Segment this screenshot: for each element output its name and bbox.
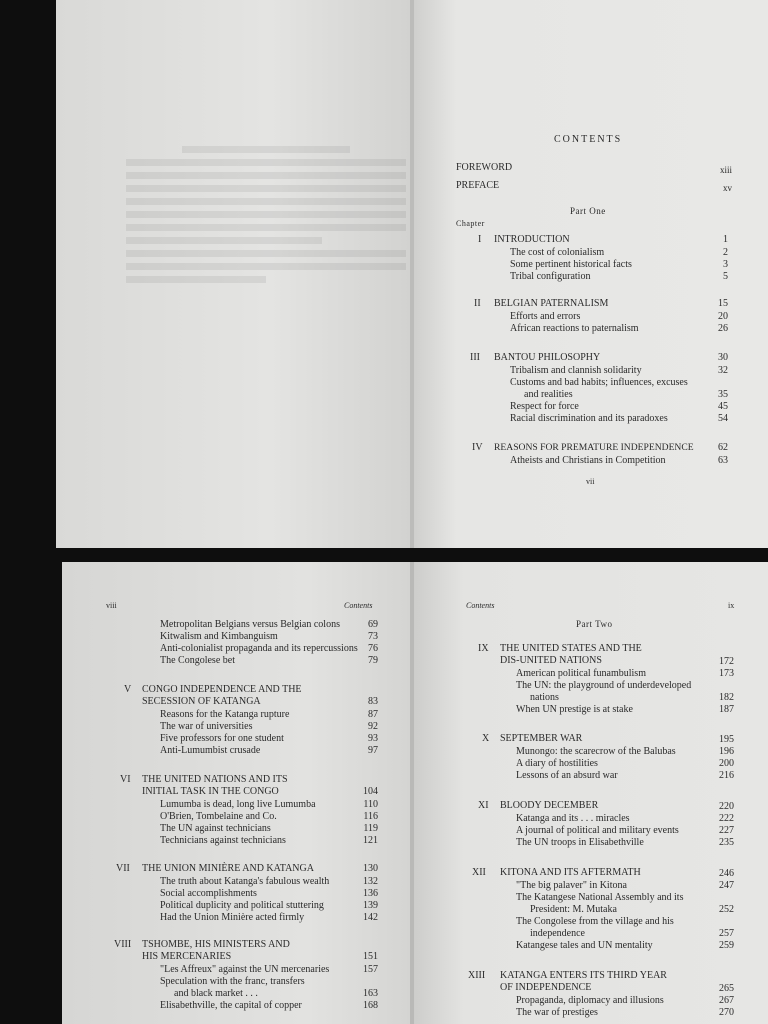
section-page: 76 <box>368 643 378 654</box>
contents-page-vii <box>414 0 768 548</box>
chapter-numeral: VIII <box>114 939 132 950</box>
chapter-page: 62 <box>718 442 728 453</box>
section-title-continued: and realities <box>524 389 573 400</box>
chapter-page: 15 <box>718 298 728 309</box>
section-page: 26 <box>718 323 728 334</box>
section-page: 259 <box>719 940 734 951</box>
chapter-title-line2: INITIAL TASK IN THE CONGO <box>142 786 279 797</box>
section-page: 87 <box>368 709 378 720</box>
section-page: 97 <box>368 745 378 756</box>
section-title: Elisabethville, the capital of copper <box>160 1000 302 1011</box>
chapter-page: 30 <box>718 352 728 363</box>
section-title: Had the Union Minière acted firmly <box>160 912 305 923</box>
section-title: Tribalism and clannish solidarity <box>510 365 642 376</box>
section-title: Anti-colonialist propaganda and its repercussions <box>160 643 358 654</box>
chapter-title: BANTOU PHILOSOPHY <box>494 352 601 363</box>
toc-entry-foreword: FOREWORD <box>456 162 513 173</box>
chapter-column-label: Chapter <box>456 219 485 228</box>
chapter-numeral: XII <box>472 867 486 878</box>
chapter-numeral: XIII <box>468 970 486 981</box>
show-through-shadow <box>126 140 406 340</box>
chapter-page: 265 <box>719 983 734 994</box>
chapter-title: THE UNITED NATIONS AND ITS <box>142 774 288 785</box>
contents-page-viii <box>62 562 412 1024</box>
chapter-page: 130 <box>363 863 378 874</box>
section-title-continued: President: M. Mutaka <box>530 904 617 915</box>
section-title: Katangese tales and UN mentality <box>516 940 653 951</box>
chapter-numeral: X <box>482 733 490 744</box>
section-title: Racial discrimination and its paradoxes <box>510 413 668 424</box>
section-page: 20 <box>718 311 728 322</box>
section-title: The UN: the playground of underdeveloped <box>516 680 692 691</box>
section-title: The war of prestiges <box>516 1007 598 1018</box>
section-page: 227 <box>719 825 734 836</box>
section-title-continued: independence <box>530 928 585 939</box>
chapter-page: 1 <box>723 234 728 245</box>
section-title: Efforts and errors <box>510 311 581 322</box>
chapter-numeral: II <box>474 298 481 309</box>
section-page: 200 <box>719 758 734 769</box>
running-head: Contents <box>466 601 495 610</box>
section-title: Social accomplishments <box>160 888 257 899</box>
section-page: 247 <box>719 880 734 891</box>
section-title: Munongo: the scarecrow of the Balubas <box>516 746 676 757</box>
chapter-page: 195 <box>719 734 734 745</box>
section-page: 182 <box>719 692 734 703</box>
section-title: "Les Affreux" against the UN mercenaries <box>160 964 330 975</box>
section-title: A diary of hostilities <box>516 758 598 769</box>
section-title: When UN prestige is at stake <box>516 704 633 715</box>
chapter-title: THE UNION MINIÈRE AND KATANGA <box>142 863 314 874</box>
chapter-numeral: I <box>478 234 482 245</box>
section-title: Speculation with the franc, transfers <box>160 976 305 987</box>
section-page: 54 <box>718 413 728 424</box>
chapter-page: 83 <box>368 696 378 707</box>
section-title: The Congolese from the village and his <box>516 916 674 927</box>
running-head: Contents <box>344 601 373 610</box>
section-page: 142 <box>363 912 378 923</box>
section-page: 270 <box>719 1007 734 1018</box>
section-title: American political funambulism <box>516 668 646 679</box>
chapter-title: REASONS FOR PREMATURE INDEPENDENCE <box>494 442 694 453</box>
contents-page-ix <box>414 562 768 1024</box>
chapter-numeral: III <box>470 352 480 363</box>
page-folio: vii <box>586 477 595 486</box>
section-title: The Congolese bet <box>160 655 235 666</box>
chapter-title-line2: DIS-UNITED NATIONS <box>500 655 602 666</box>
section-title: Lumumba is dead, long live Lumumba <box>160 799 316 810</box>
section-title: O'Brien, Tombelaine and Co. <box>160 811 277 822</box>
section-title: Atheists and Christians in Competition <box>510 455 666 466</box>
section-page: 173 <box>719 668 734 679</box>
section-page: 93 <box>368 733 378 744</box>
section-page: 252 <box>719 904 734 915</box>
section-title: Tribal configuration <box>510 271 591 282</box>
section-page: 32 <box>718 365 728 376</box>
section-title: Political duplicity and political stuttering <box>160 900 324 911</box>
section-page: 63 <box>718 455 728 466</box>
toc-page-foreword: xiii <box>719 165 732 175</box>
section-page: 222 <box>719 813 734 824</box>
section-page: 136 <box>363 888 378 899</box>
section-page: 2 <box>723 247 728 258</box>
section-title: Customs and bad habits; influences, excuses <box>510 377 688 388</box>
section-page: 267 <box>719 995 734 1006</box>
chapter-title: SEPTEMBER WAR <box>500 733 583 744</box>
chapter-numeral: IV <box>472 442 483 453</box>
section-page: 121 <box>363 835 378 846</box>
section-page: 45 <box>718 401 728 412</box>
section-title: Propaganda, diplomacy and illusions <box>516 995 664 1006</box>
section-title: Some pertinent historical facts <box>510 259 632 270</box>
chapter-numeral: IX <box>478 643 489 654</box>
chapter-title: BELGIAN PATERNALISM <box>494 298 609 309</box>
chapter-title: KITONA AND ITS AFTERMATH <box>500 867 641 878</box>
section-title: Lessons of an absurd war <box>516 770 618 781</box>
chapter-numeral: VII <box>116 863 130 874</box>
section-title: The truth about Katanga's fabulous wealth <box>160 876 330 887</box>
section-title: Metropolitan Belgians versus Belgian colons <box>160 619 340 630</box>
chapter-page: 104 <box>363 786 378 797</box>
section-title: African reactions to paternalism <box>510 323 639 334</box>
section-page: 168 <box>363 1000 378 1011</box>
chapter-title-line2: HIS MERCENARIES <box>142 951 232 962</box>
section-page: 3 <box>723 259 728 270</box>
chapter-title-line2: SECESSION OF KATANGA <box>142 696 261 707</box>
chapter-title: TSHOMBE, HIS MINISTERS AND <box>142 939 290 950</box>
blank-left-page <box>56 0 412 548</box>
chapter-numeral: V <box>124 684 132 695</box>
section-page: 257 <box>719 928 734 939</box>
section-page: 110 <box>363 799 378 810</box>
section-page: 216 <box>719 770 734 781</box>
section-page: 79 <box>368 655 378 666</box>
chapter-title: THE UNITED STATES AND THE <box>500 643 642 654</box>
section-title: Reasons for the Katanga rupture <box>160 709 290 720</box>
section-page: 235 <box>719 837 734 848</box>
section-title: Technicians against technicians <box>160 835 286 846</box>
chapter-title-line2: OF INDEPENDENCE <box>500 982 592 993</box>
chapter-title: CONGO INDEPENDENCE AND THE <box>142 684 302 695</box>
chapter-numeral: XI <box>478 800 489 811</box>
contents-title: CONTENTS <box>554 134 623 145</box>
section-page: 119 <box>363 823 378 834</box>
section-page: 69 <box>368 619 378 630</box>
toc-entry-preface: PREFACE <box>456 180 500 191</box>
section-title-continued: and black market . . . <box>174 988 258 999</box>
section-title: Respect for force <box>510 401 579 412</box>
section-title: A journal of political and military events <box>516 825 679 836</box>
section-page: 73 <box>368 631 378 642</box>
section-page: 196 <box>719 746 734 757</box>
chapter-title: INTRODUCTION <box>494 234 570 245</box>
section-page: 163 <box>363 988 378 999</box>
part-two-label: Part Two <box>576 619 613 629</box>
section-title: The UN against technicians <box>160 823 271 834</box>
section-title: "The big palaver" in Kitona <box>516 880 627 891</box>
section-title: The Katangese National Assembly and its <box>516 892 684 903</box>
section-page: 132 <box>363 876 378 887</box>
section-title: The cost of colonialism <box>510 247 605 258</box>
section-title: Kitwalism and Kimbanguism <box>160 631 278 642</box>
chapter-page: 220 <box>719 801 734 812</box>
chapter-page: 151 <box>363 951 378 962</box>
section-title: Anti-Lumumbist crusade <box>160 745 261 756</box>
chapter-page: 172 <box>719 656 734 667</box>
section-title: Katanga and its . . . miracles <box>516 813 630 824</box>
toc-page-preface: xv <box>723 183 732 193</box>
section-title: Five professors for one student <box>160 733 284 744</box>
part-one-label: Part One <box>570 206 606 216</box>
chapter-title: KATANGA ENTERS ITS THIRD YEAR <box>500 970 667 981</box>
chapter-page: 246 <box>719 868 734 879</box>
section-title: The UN troops in Elisabethville <box>516 837 644 848</box>
section-page: 157 <box>363 964 378 975</box>
section-page: 116 <box>363 811 378 822</box>
page-folio: ix <box>728 601 735 610</box>
page-folio: viii <box>106 601 117 610</box>
section-page: 187 <box>719 704 734 715</box>
section-page: 92 <box>368 721 378 732</box>
section-page: 5 <box>723 271 728 282</box>
section-title-continued: nations <box>530 692 559 703</box>
section-page: 35 <box>718 389 728 400</box>
section-title: The war of universities <box>160 721 253 732</box>
section-page: 139 <box>363 900 378 911</box>
chapter-numeral: VI <box>120 774 131 785</box>
chapter-title: BLOODY DECEMBER <box>500 800 599 811</box>
